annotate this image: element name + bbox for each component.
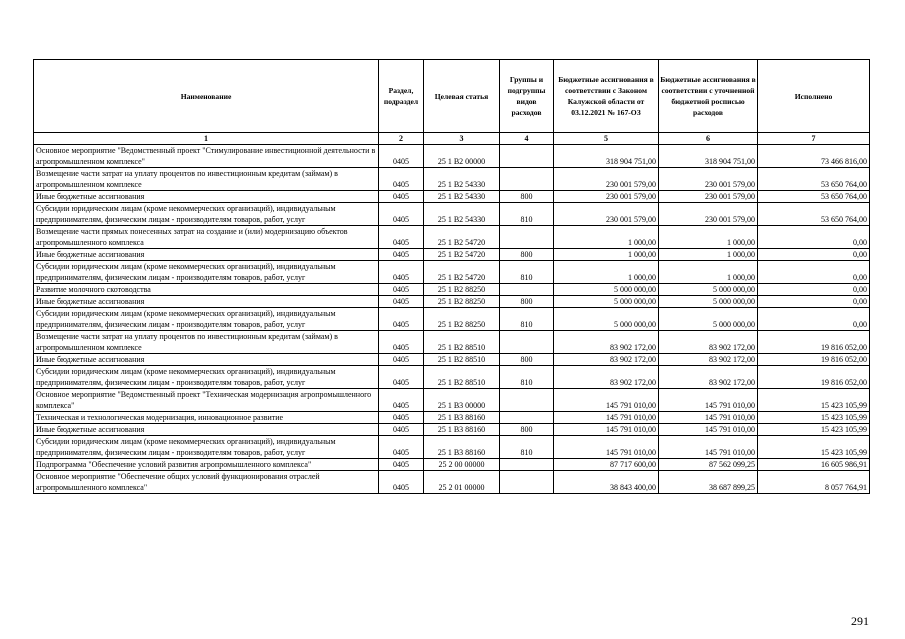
row-section: 0405	[379, 354, 424, 366]
table-row	[34, 412, 870, 424]
row-law: 38 843 400,00	[554, 471, 659, 494]
row-group	[500, 412, 554, 424]
row-group	[500, 284, 554, 296]
row-law: 145 791 010,00	[554, 412, 659, 424]
row-name: Основное мероприятие "Ведомственный проект "Стимулирование инвестиционной деятельности в агропромышленном комплексе"	[34, 145, 379, 168]
row-target: 25 1 B3 88160	[424, 436, 500, 459]
row-refined: 318 904 751,00	[659, 145, 758, 168]
row-law: 230 001 579,00	[554, 168, 659, 191]
row-section: 0405	[379, 412, 424, 424]
row-law: 5 000 000,00	[554, 284, 659, 296]
row-section: 0405	[379, 424, 424, 436]
row-law: 1 000,00	[554, 249, 659, 261]
row-law: 83 902 172,00	[554, 354, 659, 366]
row-executed: 15 423 105,99	[758, 436, 870, 459]
row-section: 0405	[379, 261, 424, 284]
row-section: 0405	[379, 284, 424, 296]
row-executed: 15 423 105,99	[758, 412, 870, 424]
table-row	[34, 226, 870, 249]
table-row	[34, 331, 870, 354]
table-row	[34, 436, 870, 459]
row-section: 0405	[379, 459, 424, 471]
row-refined: 230 001 579,00	[659, 168, 758, 191]
column-number: 4	[500, 133, 554, 145]
row-name: Иные бюджетные ассигнования	[34, 191, 379, 203]
row-section: 0405	[379, 249, 424, 261]
row-section: 0405	[379, 168, 424, 191]
table-row	[34, 471, 870, 494]
page-number: 291	[851, 614, 869, 628]
column-number: 5	[554, 133, 659, 145]
row-law: 83 902 172,00	[554, 331, 659, 354]
row-executed: 16 605 986,91	[758, 459, 870, 471]
column-number: 2	[379, 133, 424, 145]
row-refined: 1 000,00	[659, 261, 758, 284]
row-refined: 230 001 579,00	[659, 191, 758, 203]
row-target: 25 1 B2 88250	[424, 284, 500, 296]
header-refined: Бюджетные ассигнования в соответствии с уточненной бюджетной росписью расходов	[659, 60, 758, 133]
row-refined: 230 001 579,00	[659, 203, 758, 226]
table-row	[34, 366, 870, 389]
row-refined: 145 791 010,00	[659, 436, 758, 459]
table-row	[34, 389, 870, 412]
table-row	[34, 261, 870, 284]
header-target: Целевая статья	[424, 60, 500, 133]
row-name: Техническая и технологическая модернизация, инновационное развитие	[34, 412, 379, 424]
row-name: Подпрограмма "Обеспечение условий развития агропромышленного комплекса"	[34, 459, 379, 471]
row-law: 230 001 579,00	[554, 191, 659, 203]
row-name: Субсидии юридическим лицам (кроме некоммерческих организаций), индивидуальным предпринимателям, физическим лицам - производителям товаров, работ, услуг	[34, 261, 379, 284]
row-target: 25 1 B2 54330	[424, 203, 500, 226]
row-section: 0405	[379, 331, 424, 354]
row-law: 5 000 000,00	[554, 308, 659, 331]
row-law: 83 902 172,00	[554, 366, 659, 389]
row-group: 810	[500, 203, 554, 226]
column-number: 1	[34, 133, 379, 145]
row-target: 25 1 B2 88510	[424, 331, 500, 354]
row-group: 800	[500, 296, 554, 308]
header-executed: Исполнено	[758, 60, 870, 133]
row-section: 0405	[379, 296, 424, 308]
row-section: 0405	[379, 191, 424, 203]
row-target: 25 2 00 00000	[424, 459, 500, 471]
row-section: 0405	[379, 145, 424, 168]
column-number-row	[34, 133, 870, 145]
row-executed: 19 816 052,00	[758, 366, 870, 389]
row-refined: 83 902 172,00	[659, 366, 758, 389]
column-number: 6	[659, 133, 758, 145]
row-executed: 0,00	[758, 284, 870, 296]
table-row	[34, 308, 870, 331]
row-law: 230 001 579,00	[554, 203, 659, 226]
row-group: 800	[500, 249, 554, 261]
row-refined: 145 791 010,00	[659, 412, 758, 424]
row-target: 25 1 B2 88250	[424, 296, 500, 308]
row-target: 25 1 B3 00000	[424, 389, 500, 412]
row-executed: 73 466 816,00	[758, 145, 870, 168]
row-group	[500, 145, 554, 168]
row-section: 0405	[379, 436, 424, 459]
row-group	[500, 226, 554, 249]
row-section: 0405	[379, 203, 424, 226]
row-name: Возмещение части затрат на уплату процентов по инвестиционным кредитам (займам) в агропромышленном комплексе	[34, 168, 379, 191]
column-number: 7	[758, 133, 870, 145]
table-row	[34, 424, 870, 436]
row-target: 25 1 B2 54720	[424, 249, 500, 261]
row-target: 25 1 B2 88250	[424, 308, 500, 331]
table-row	[34, 354, 870, 366]
row-group	[500, 459, 554, 471]
row-target: 25 1 B3 88160	[424, 412, 500, 424]
row-refined: 87 562 099,25	[659, 459, 758, 471]
row-refined: 5 000 000,00	[659, 296, 758, 308]
header-group: Группы и подгруппы видов расходов	[500, 60, 554, 133]
row-executed: 53 650 764,00	[758, 191, 870, 203]
budget-table	[33, 59, 870, 494]
row-name: Субсидии юридическим лицам (кроме некоммерческих организаций), индивидуальным предпринимателям, физическим лицам - производителям товаров, работ, услуг	[34, 436, 379, 459]
row-executed: 19 816 052,00	[758, 354, 870, 366]
row-refined: 5 000 000,00	[659, 284, 758, 296]
row-section: 0405	[379, 226, 424, 249]
header-section: Раздел, подраздел	[379, 60, 424, 133]
row-name: Субсидии юридическим лицам (кроме некоммерческих организаций), индивидуальным предпринимателям, физическим лицам - производителям товаров, работ, услуг	[34, 308, 379, 331]
row-law: 318 904 751,00	[554, 145, 659, 168]
row-name: Основное мероприятие "Ведомственный проект "Техническая модернизация агропромышленного комплекса"	[34, 389, 379, 412]
row-name: Иные бюджетные ассигнования	[34, 424, 379, 436]
row-name: Иные бюджетные ассигнования	[34, 249, 379, 261]
row-target: 25 1 B2 00000	[424, 145, 500, 168]
row-executed: 15 423 105,99	[758, 389, 870, 412]
row-target: 25 1 B2 54720	[424, 226, 500, 249]
row-law: 1 000,00	[554, 226, 659, 249]
row-refined: 38 687 899,25	[659, 471, 758, 494]
row-refined: 83 902 172,00	[659, 354, 758, 366]
row-executed: 53 650 764,00	[758, 203, 870, 226]
row-section: 0405	[379, 471, 424, 494]
row-law: 145 791 010,00	[554, 424, 659, 436]
row-name: Иные бюджетные ассигнования	[34, 296, 379, 308]
row-target: 25 2 01 00000	[424, 471, 500, 494]
column-number: 3	[424, 133, 500, 145]
table-row	[34, 191, 870, 203]
row-group	[500, 168, 554, 191]
header-law: Бюджетные ассигнования в соответствии с Законом Калужской области от 03.12.2021 № 167-ОЗ	[554, 60, 659, 133]
row-target: 25 1 B2 88510	[424, 366, 500, 389]
row-law: 87 717 600,00	[554, 459, 659, 471]
table-row	[34, 145, 870, 168]
row-target: 25 1 B2 88510	[424, 354, 500, 366]
row-group	[500, 389, 554, 412]
row-refined: 1 000,00	[659, 226, 758, 249]
row-executed: 0,00	[758, 296, 870, 308]
row-section: 0405	[379, 308, 424, 331]
row-executed: 0,00	[758, 226, 870, 249]
row-refined: 145 791 010,00	[659, 424, 758, 436]
row-refined: 145 791 010,00	[659, 389, 758, 412]
row-name: Иные бюджетные ассигнования	[34, 354, 379, 366]
table-row	[34, 168, 870, 191]
row-refined: 1 000,00	[659, 249, 758, 261]
row-group: 800	[500, 424, 554, 436]
budget-table-sheet	[33, 59, 869, 494]
row-group	[500, 331, 554, 354]
row-name: Возмещение части затрат на уплату процентов по инвестиционным кредитам (займам) в агропромышленном комплексе	[34, 331, 379, 354]
row-refined: 5 000 000,00	[659, 308, 758, 331]
row-group: 810	[500, 261, 554, 284]
row-law: 5 000 000,00	[554, 296, 659, 308]
row-executed: 15 423 105,99	[758, 424, 870, 436]
table-row	[34, 284, 870, 296]
row-executed: 8 057 764,91	[758, 471, 870, 494]
row-group: 810	[500, 308, 554, 331]
table-row	[34, 296, 870, 308]
row-law: 145 791 010,00	[554, 389, 659, 412]
header-name: Наименование	[34, 60, 379, 133]
row-target: 25 1 B3 88160	[424, 424, 500, 436]
header-row	[34, 60, 870, 133]
row-section: 0405	[379, 389, 424, 412]
row-name: Субсидии юридическим лицам (кроме некоммерческих организаций), индивидуальным предпринимателям, физическим лицам - производителям товаров, работ, услуг	[34, 366, 379, 389]
row-executed: 0,00	[758, 308, 870, 331]
row-refined: 83 902 172,00	[659, 331, 758, 354]
row-group: 810	[500, 436, 554, 459]
row-group: 800	[500, 191, 554, 203]
table-row	[34, 203, 870, 226]
row-target: 25 1 B2 54330	[424, 191, 500, 203]
row-section: 0405	[379, 366, 424, 389]
row-target: 25 1 B2 54720	[424, 261, 500, 284]
row-group: 810	[500, 366, 554, 389]
row-name: Возмещение части прямых понесенных затрат на создание и (или) модернизацию объектов агропромышленного комплекса	[34, 226, 379, 249]
row-executed: 19 816 052,00	[758, 331, 870, 354]
row-executed: 53 650 764,00	[758, 168, 870, 191]
row-executed: 0,00	[758, 261, 870, 284]
row-law: 145 791 010,00	[554, 436, 659, 459]
row-name: Основное мероприятие "Обеспечение общих условий функционирования отраслей агропромышленного комплекса"	[34, 471, 379, 494]
row-name: Развитие молочного скотоводства	[34, 284, 379, 296]
row-group	[500, 471, 554, 494]
row-group: 800	[500, 354, 554, 366]
row-executed: 0,00	[758, 249, 870, 261]
row-law: 1 000,00	[554, 261, 659, 284]
row-name: Субсидии юридическим лицам (кроме некоммерческих организаций), индивидуальным предпринимателям, физическим лицам - производителям товаров, работ, услуг	[34, 203, 379, 226]
table-row	[34, 249, 870, 261]
row-target: 25 1 B2 54330	[424, 168, 500, 191]
table-row	[34, 459, 870, 471]
